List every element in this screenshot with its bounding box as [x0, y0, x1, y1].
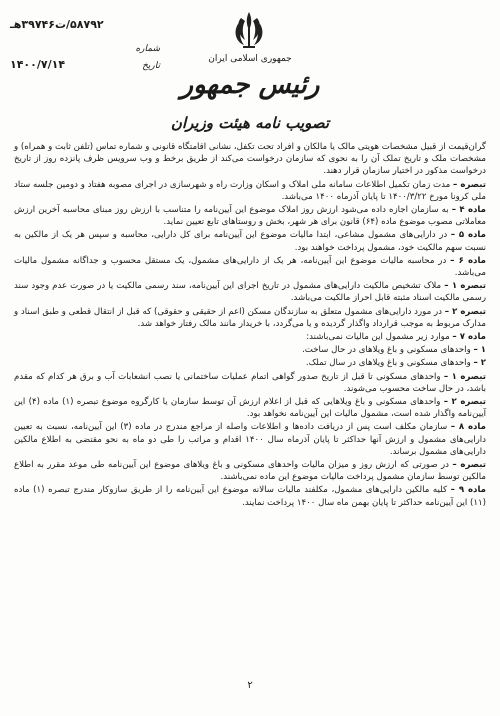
number-label: شماره — [135, 44, 160, 54]
reference-block — [10, 18, 160, 71]
paragraph-text: مدت زمان تکمیل اطلاعات سامانه ملی املاک و اسکان وزارت راه و شهرسازی در اجرای مصوبه هفتاد و دومین جلسه ستاد ملی کرونا مورخ ۱۴۰۰/۳/۲۲ تا پایان آذرماه ۱۴۰۰ می‌باشد. — [14, 179, 486, 202]
paragraph-text: واحدهای مسکونی و باغ ویلاهایی که قبل از اعلام ارزش آن توسط سازمان یا کارگروه موضوع تبصره (۱) ماده (۴) این آیین‌نامه واگذار شده است، مشمول مالیات این آیین‌نامه نخواهد بود. — [14, 397, 486, 420]
reference-date-row — [10, 58, 160, 71]
paragraph-lead: تبصره ۲ – — [444, 306, 486, 317]
paragraph-text: واحدهای مسکونی و باغ ویلاهای در سال تملک. — [305, 358, 474, 369]
body-paragraph — [14, 331, 486, 343]
paragraph-lead: تبصره ۱ – — [443, 371, 486, 382]
body-paragraph — [14, 255, 486, 279]
body-paragraph — [14, 421, 486, 458]
reference-number-row — [10, 44, 160, 54]
reference-date: ۱۴۰۰/۷/۱۴ — [10, 58, 66, 71]
iran-emblem-icon — [232, 10, 266, 50]
body-paragraph — [14, 459, 486, 483]
paragraph-lead: ماده ۶ – — [450, 255, 486, 266]
paragraph-lead: ماده ۵ – — [450, 230, 486, 241]
paragraph-text: واحدهای مسکونی و باغ ویلاهای در حال ساخت. — [302, 345, 474, 356]
resolution-body — [14, 141, 486, 510]
paragraph-lead: تبصره ۱ – — [444, 281, 487, 292]
republic-title: جمهوری اسلامی ایران — [208, 54, 292, 64]
paragraph-lead: ماده ۴ – — [451, 205, 486, 216]
body-paragraph — [14, 344, 486, 356]
paragraph-text: به سازمان اجازه داده می‌شود ارزش روز املاک موضوع این آیین‌نامه را متناسب با ارزش روز مبنای محاسبه آخرین ارزش معاملاتی مصوب موضوع ماده (۶۴) قانون برای هر شهر، بخش و روستاهای تابع تعیین نماید. — [14, 205, 486, 228]
body-paragraph — [14, 179, 486, 203]
paragraph-lead: ماده ۷ – — [452, 332, 486, 343]
paragraph-lead: ماده ۸ – — [450, 422, 486, 433]
paragraph-lead: ماده ۹ – — [450, 485, 486, 496]
paragraph-text: موارد زیر مشمول این مالیات نمی‌باشند: — [306, 332, 453, 343]
body-paragraph — [14, 357, 486, 369]
reference-number: ۵۸۷۹۲/ت۳۹۷۴۶هـ — [10, 18, 104, 31]
paragraph-text: در دارایی‌های مشمول مشاعی، ابتدا مالیات موضوع این آیین‌نامه برای کل دارایی، محاسبه و سپس هر یک از مالکین به نسبت سهم مالکیت خود، مشمول پرداخت خواهند بود. — [14, 230, 486, 253]
body-paragraph — [14, 396, 486, 420]
paragraph-text: ملاک تشخیص مالکیت دارایی‌های مشمول در تاریخ اجرای این آیین‌نامه، سند رسمی مالکیت یا در صورت عدم وجود سند رسمی مالکیت اسناد مثبته قابل احراز مالکیت می‌باشد. — [14, 281, 486, 304]
page-number: ۲ — [247, 680, 253, 691]
paragraph-text: در صورتی که ارزش روز و میزان مالیات واحدهای مسکونی و باغ ویلاهای موضوع این آیین‌نامه طی موعد مقرر به اطلاع مالکین توسط سازمان مشمول پرداخت مالیات موضوع این ماده نمی‌باشند. — [14, 460, 486, 483]
body-paragraph — [14, 229, 486, 253]
paragraph-text: گران‌قیمت از قبیل مشخصات هویتی مالک یا مالکان و افراد تحت تکفل، نشانی اقامتگاه قانونی و شماره تماس (تلفن ثابت و همراه) و مشخصات ملک و تاریخ تملک آن را به نحوی که سازمان درخواست می‌کند از طریق برخط و وب سرویس ظرف پانزده روز از تاریخ درخواست مذکور در اختیار سازمان قرار دهند. — [14, 142, 486, 177]
body-paragraph — [14, 371, 486, 395]
president-title: رئیس جمهور — [180, 70, 320, 100]
body-paragraph — [14, 306, 486, 330]
body-paragraph — [14, 484, 486, 508]
body-paragraph — [14, 141, 486, 178]
paragraph-lead: تبصره ۲ – — [443, 397, 486, 408]
cabinet-resolution-title: تصویب نامه هیئت وزیران — [170, 114, 330, 132]
body-paragraph — [14, 204, 486, 228]
paragraph-lead: ۱ – — [473, 345, 486, 356]
paragraph-text: کلیه مالکین دارایی‌های مشمول، مکلفند مالیات سالانه موضوع این آیین‌نامه را از طریق سازوکار مندرج تبصره (۱) ماده (۱۱) این آیین‌نامه حداکثر تا پایان بهمن ماه سال ۱۴۰۰ پرداخت نمایند. — [14, 485, 486, 508]
paragraph-text: در محاسبه مالیات موضوع این آیین‌نامه، هر یک از دارایی‌های مشمول، یک مستقل محسوب و جداگانه مشمول مالیات می‌باشد. — [14, 255, 486, 279]
paragraph-text: سازمان مکلف است پس از دریافت داده‌ها و اطلاعات واصله از مراجع مندرج در ماده (۳) این آیین‌نامه، نسبت به تعیین دارایی‌های مشمول و ارزش آنها حداکثر تا پایان آذرماه سال ۱۴۰۰ اقدام و مراتب را طی دو ماه به نحو مقتضی به اطلاع مالکین دارایی‌های مشمول برساند. — [14, 422, 486, 457]
paragraph-lead: تبصره – — [452, 460, 486, 471]
paragraph-text: در مورد دارایی‌های مشمول متعلق به سازندگان مسکن (اعم از حقیقی و حقوقی) که قبل از انتقال قطعی و طبق اسناد و مدارک مربوط به موجب قرارداد واگذار گردیده و یا می‌گردد، با خریدار مانند مالک رفتار خواهد شد. — [14, 306, 486, 329]
paragraph-lead: ۲ – — [473, 358, 486, 369]
paragraph-lead: تبصره – — [453, 179, 486, 190]
paragraph-text: واحدهای مسکونی تا قبل از تاریخ صدور گواهی اتمام عملیات ساختمانی یا نصب انشعابات آب و برق هر کدام که مقدم باشد، در حال ساخت محسوب می‌شوند. — [14, 371, 486, 394]
date-label: تاریخ — [142, 61, 160, 71]
body-paragraph — [14, 280, 486, 304]
